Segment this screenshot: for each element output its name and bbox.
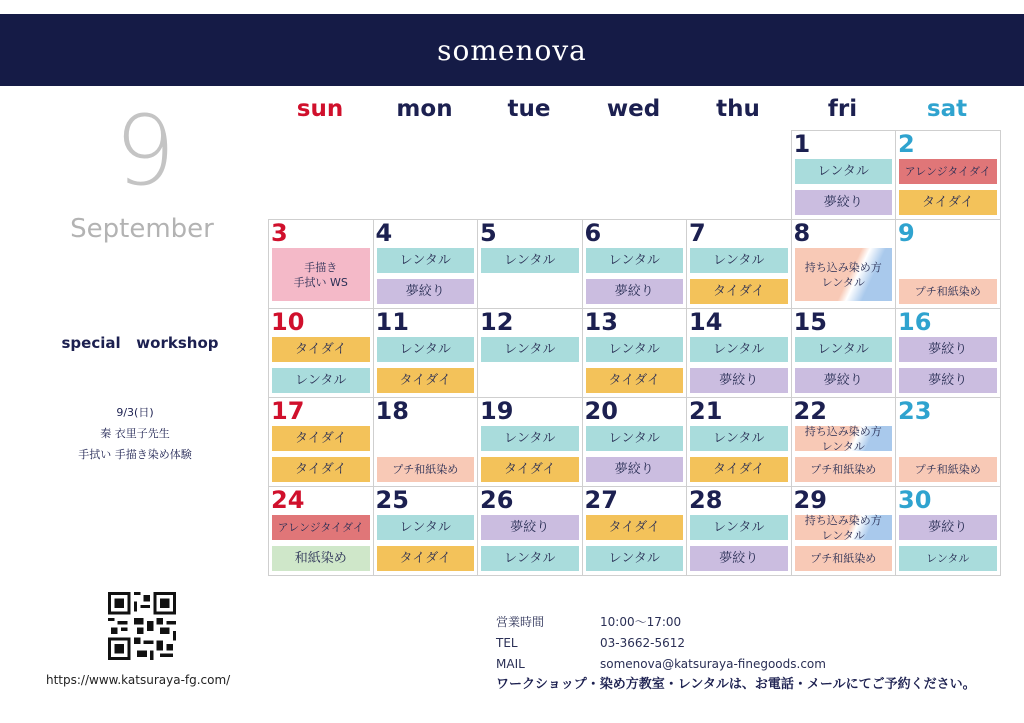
weekday-sat: sat xyxy=(926,96,968,122)
day-cell-17[interactable] xyxy=(268,397,374,487)
day-cell-25[interactable] xyxy=(373,486,479,576)
event-rental[interactable]: レンタル xyxy=(795,159,893,184)
event-puchi[interactable]: プチ和紙染め xyxy=(899,457,997,482)
event-yume[interactable]: 夢絞り xyxy=(795,368,893,393)
day-number: 18 xyxy=(375,397,409,425)
day-cell-23[interactable] xyxy=(895,397,1001,487)
workshop-date: 9/3(日) xyxy=(116,406,154,419)
event-puchi[interactable]: プチ和紙染め xyxy=(795,457,893,482)
event-rental[interactable]: レンタル xyxy=(586,248,684,273)
weekday-mon: mon xyxy=(396,96,453,122)
event-rental[interactable]: レンタル xyxy=(690,515,788,540)
day-cell-16[interactable] xyxy=(895,308,1001,398)
day-cell-28[interactable] xyxy=(686,486,792,576)
day-number: 20 xyxy=(584,397,618,425)
tel-value[interactable]: 03-3662-5612 xyxy=(600,636,686,650)
day-cell-2[interactable] xyxy=(895,130,1001,220)
day-cell-29[interactable] xyxy=(791,486,897,576)
weekday-tue: tue xyxy=(507,96,551,122)
brand-title: somenova xyxy=(437,33,587,67)
day-cell-10[interactable] xyxy=(268,308,374,398)
qr-code-icon[interactable] xyxy=(108,592,176,660)
day-number: 7 xyxy=(689,219,706,247)
day-cell-18[interactable] xyxy=(373,397,479,487)
month-number: 9 xyxy=(114,95,176,207)
event-rental[interactable]: レンタル xyxy=(586,546,684,571)
event-rental[interactable]: レンタル xyxy=(481,248,579,273)
day-cell-30[interactable] xyxy=(895,486,1001,576)
mail-value[interactable]: somenova@katsuraya-finegoods.com xyxy=(600,657,826,671)
day-cell-27[interactable] xyxy=(582,486,688,576)
event-yume[interactable]: 夢絞り xyxy=(899,368,997,393)
hours-label: 営業時間 xyxy=(496,615,545,629)
event-rental[interactable]: レンタル xyxy=(377,248,475,273)
event-pink[interactable]: 手描き 手拭い WS xyxy=(272,248,370,301)
event-taidai[interactable]: タイダイ xyxy=(586,368,684,393)
reservation-note: ワークショップ・染め方教室・レンタルは、お電話・メールにてご予約ください。 xyxy=(496,677,976,692)
event-rental[interactable]: レンタル xyxy=(690,426,788,451)
event-yume[interactable]: 夢絞り xyxy=(899,515,997,540)
day-cell-12[interactable] xyxy=(477,308,583,398)
workshop-info xyxy=(60,402,210,465)
event-rental[interactable]: レンタル xyxy=(377,515,475,540)
day-number: 3 xyxy=(271,219,288,247)
workshop-title: special workshop xyxy=(61,334,219,352)
day-cell-14[interactable] xyxy=(686,308,792,398)
event-puchi[interactable]: プチ和紙染め xyxy=(795,546,893,571)
event-taidai[interactable]: タイダイ xyxy=(377,546,475,571)
event-taidai[interactable]: タイダイ xyxy=(377,368,475,393)
weekday-thu: thu xyxy=(716,96,760,122)
event-mix[interactable]: 持ち込み染め方 レンタル xyxy=(795,248,893,301)
day-number: 25 xyxy=(375,486,409,514)
weekday-sun: sun xyxy=(296,96,344,122)
day-cell-6[interactable] xyxy=(582,219,688,309)
day-number: 24 xyxy=(271,486,305,514)
day-number: 11 xyxy=(375,308,409,336)
event-taidai[interactable]: タイダイ xyxy=(272,337,370,362)
day-cell-1[interactable] xyxy=(791,130,897,220)
day-cell-19[interactable] xyxy=(477,397,583,487)
event-rental[interactable]: レンタル xyxy=(481,546,579,571)
event-yume[interactable]: 夢絞り xyxy=(690,368,788,393)
calendar-grid xyxy=(268,130,1000,575)
day-number: 17 xyxy=(271,397,305,425)
day-number: 4 xyxy=(375,219,393,247)
day-cell-21[interactable] xyxy=(686,397,792,487)
event-taidai[interactable]: タイダイ xyxy=(690,279,788,304)
event-rental[interactable]: レンタル xyxy=(690,248,788,273)
workshop-description: 手拭い 手描き染め体験 xyxy=(78,448,192,461)
day-number: 15 xyxy=(793,308,827,336)
day-cell-5[interactable] xyxy=(477,219,583,309)
event-yume[interactable]: 夢絞り xyxy=(795,190,893,215)
weekday-fri: fri xyxy=(827,96,858,122)
event-rental[interactable]: レンタル xyxy=(586,426,684,451)
event-taidai[interactable]: タイダイ xyxy=(690,457,788,482)
day-cell-24[interactable] xyxy=(268,486,374,576)
day-number: 1 xyxy=(793,130,811,158)
day-number: 21 xyxy=(689,397,723,425)
day-number: 9 xyxy=(898,219,915,247)
hours-value: 10:00～17:00 xyxy=(600,615,682,629)
day-number: 13 xyxy=(584,308,618,336)
event-taidai[interactable]: タイダイ xyxy=(272,457,370,482)
event-rental[interactable]: レンタル xyxy=(586,337,684,362)
contact-info xyxy=(496,612,826,675)
day-cell-11[interactable] xyxy=(373,308,479,398)
day-number: 2 xyxy=(898,130,915,158)
day-number: 8 xyxy=(793,219,811,247)
event-puchi[interactable]: プチ和紙染め xyxy=(899,279,997,304)
day-number: 30 xyxy=(898,486,932,514)
day-number: 29 xyxy=(793,486,827,514)
event-taidai[interactable]: タイダイ xyxy=(899,190,997,215)
event-mix[interactable]: 持ち込み染め方 レンタル xyxy=(795,426,893,451)
event-rental[interactable]: レンタル xyxy=(795,337,893,362)
event-taidai[interactable]: タイダイ xyxy=(481,457,579,482)
event-yume[interactable]: 夢絞り xyxy=(377,279,475,304)
day-number: 14 xyxy=(689,308,723,336)
event-yume[interactable]: 夢絞り xyxy=(586,279,684,304)
mail-label: MAIL xyxy=(496,657,525,671)
event-puchi[interactable]: プチ和紙染め xyxy=(377,457,475,482)
event-yume[interactable]: 夢絞り xyxy=(690,546,788,571)
event-rental[interactable]: レンタル xyxy=(690,337,788,362)
day-number: 10 xyxy=(271,308,305,336)
event-rental[interactable]: レンタル xyxy=(272,368,370,393)
day-cell-7[interactable] xyxy=(686,219,792,309)
event-rental[interactable]: レンタル xyxy=(481,337,579,362)
day-number: 26 xyxy=(480,486,514,514)
month-name: September xyxy=(70,214,214,244)
day-number: 6 xyxy=(584,219,602,247)
event-taidai[interactable]: タイダイ xyxy=(272,426,370,451)
tel-label: TEL xyxy=(496,636,518,650)
event-arrange[interactable]: アレンジタイダイ xyxy=(272,515,370,540)
event-mix[interactable]: 持ち込み染め方 レンタル xyxy=(795,515,893,540)
event-rental[interactable]: レンタル xyxy=(481,426,579,451)
weekday-wed: wed xyxy=(606,96,661,122)
header-banner xyxy=(0,14,1024,86)
event-yume[interactable]: 夢絞り xyxy=(586,457,684,482)
event-arrange[interactable]: アレンジタイダイ xyxy=(899,159,997,184)
day-number: 12 xyxy=(480,308,514,336)
day-cell-15[interactable] xyxy=(791,308,897,398)
day-number: 16 xyxy=(898,308,932,336)
day-number: 23 xyxy=(898,397,932,425)
day-cell-9[interactable] xyxy=(895,219,1001,309)
event-yume[interactable]: 夢絞り xyxy=(899,337,997,362)
day-cell-8[interactable] xyxy=(791,219,897,309)
day-cell-22[interactable] xyxy=(791,397,897,487)
event-washi[interactable]: 和紙染め xyxy=(272,546,370,571)
day-number: 19 xyxy=(480,397,514,425)
day-cell-20[interactable] xyxy=(582,397,688,487)
day-number: 5 xyxy=(480,219,497,247)
day-number: 22 xyxy=(793,397,827,425)
day-number: 27 xyxy=(584,486,618,514)
day-cell-3[interactable] xyxy=(268,219,374,309)
day-cell-26[interactable] xyxy=(477,486,583,576)
event-rental[interactable]: レンタル xyxy=(377,337,475,362)
event-yume[interactable]: 夢絞り xyxy=(481,515,579,540)
event-taidai[interactable]: タイダイ xyxy=(586,515,684,540)
day-cell-4[interactable] xyxy=(373,219,479,309)
day-number: 28 xyxy=(689,486,723,514)
workshop-teacher: 秦 衣里子先生 xyxy=(100,427,170,440)
website-link[interactable]: https://www.katsuraya-fg.com/ xyxy=(46,673,231,687)
day-cell-13[interactable] xyxy=(582,308,688,398)
event-rental[interactable]: レンタル xyxy=(899,546,997,571)
